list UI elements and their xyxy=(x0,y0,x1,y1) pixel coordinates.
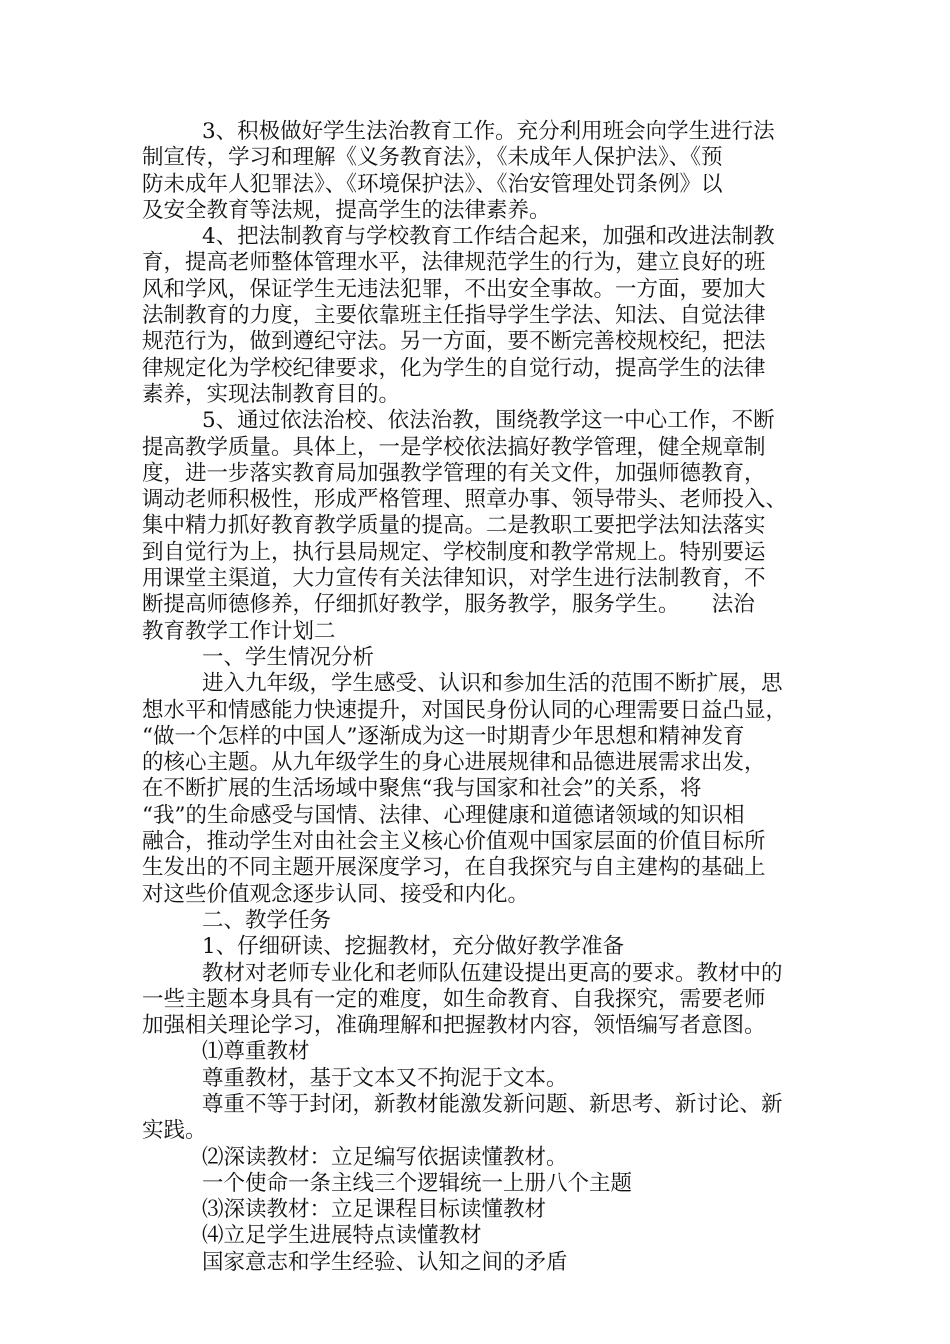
text-line: ⑵深读教材：立足编写依据读懂教材。 xyxy=(202,1144,568,1170)
text-line: 制宣传，学习和理解《义务教育法》，《未成年人保护法》、《预 xyxy=(142,145,723,171)
text-line: 育，提高老师整体管理水平，法律规范学生的行为，建立良好的班 xyxy=(142,250,766,276)
text-line: 调动老师积极性，形成严格管理、照章办事、领导带头、老师投入、 xyxy=(142,487,788,513)
text-line: 想水平和情感能力快速提升，对国民身份认同的心理需要日益凸显， xyxy=(142,697,788,723)
text-line: 国家意志和学生经验、认知之间的矛盾 xyxy=(202,1249,568,1275)
text-line: 二、教学任务 xyxy=(202,907,332,933)
text-line: 一、学生情况分析 xyxy=(202,644,375,670)
text-line: 对这些价值观念逐步认同、接受和内化。 xyxy=(142,881,530,907)
text-line: 到自觉行为上，执行县局规定、学校制度和教学常规上。特别要运 xyxy=(142,539,766,565)
text-line: 规范行为，做到遵纪守法。另一方面，要不断完善校规校纪，把法 xyxy=(142,329,766,355)
text-line: 4、把法制教育与学校教育工作结合起来，加强和改进法制教 xyxy=(202,224,775,250)
text-line: 实践。 xyxy=(142,1118,207,1144)
text-line: 3、积极做好学生法治教育工作。充分利用班会向学生进行法 xyxy=(202,119,775,144)
text-line: 教育教学工作计划二 xyxy=(142,618,336,644)
text-line: 尊重不等于封闭，新教材能激发新问题、新思考、新讨论、新 xyxy=(202,1091,783,1117)
text-line: 尊重教材，基于文本又不拘泥于文本。 xyxy=(202,1065,568,1091)
text-line: 教材对老师专业化和老师队伍建设提出更高的要求。教材中的 xyxy=(202,960,783,986)
text-line: ⑷立足学生进展特点读懂教材 xyxy=(202,1223,482,1249)
text-line: “做一个怎样的中国人”逐渐成为这一时期青少年思想和精神发育 xyxy=(142,723,745,749)
text-line: 5、通过依法治校、依法治教，围绕教学这一中心工作，不断 xyxy=(202,408,775,434)
text-line: 1、仔细研读、挖掘教材，充分做好教学准备 xyxy=(202,934,625,960)
text-line: 加强相关理论学习，准确理解和把握教材内容，领悟编写者意图。 xyxy=(142,1013,766,1039)
text-line: ⑴尊重教材 xyxy=(202,1039,310,1065)
document-body xyxy=(142,119,832,1276)
text-line: 融合，推动学生对由社会主义核心价值观中国家层面的价值目标所 xyxy=(142,829,766,855)
text-line: 在不断扩展的生活场域中聚焦“我与国家和社会”的关系，将 xyxy=(142,776,702,802)
text-line: 度，进一步落实教育局加强教学管理的有关文件，加强师德教育， xyxy=(142,460,766,486)
text-line: 防未成年人犯罪法》、《环境保护法》、《治安管理处罚条例》以 xyxy=(142,171,723,197)
text-line: 集中精力抓好教育教学质量的提高。二是教职工要把学法知法落实 xyxy=(142,513,766,539)
text-line: 律规定化为学校纪律要求，化为学生的自觉行动，提高学生的法律 xyxy=(142,355,766,381)
text-line: 法制教育的力度，主要依靠班主任指导学生学法、知法、自觉法律 xyxy=(142,303,766,329)
text-line: 进入九年级，学生感受、认识和参加生活的范围不断扩展，思 xyxy=(202,671,783,697)
text-line: 风和学风，保证学生无违法犯罪，不出安全事故。一方面，要加大 xyxy=(142,276,766,302)
text-line: 断提高师德修养，仔细抓好教学，服务教学，服务学生。 法治 xyxy=(142,592,755,618)
text-line: 提高教学质量。具体上，一是学校依法搞好教学管理，健全规章制 xyxy=(142,434,766,460)
text-line: 生发出的不同主题开展深度学习，在自我探究与自主建构的基础上 xyxy=(142,855,766,881)
text-line: 用课堂主渠道，大力宣传有关法律知识，对学生进行法制教育，不 xyxy=(142,566,766,592)
text-line: 素养，实现法制教育目的。 xyxy=(142,381,401,407)
text-line: 一个使命一条主线三个逻辑统一上册八个主题 xyxy=(202,1170,633,1196)
text-line: 的核心主题。从九年级学生的身心进展规律和品德进展需求出发， xyxy=(142,750,766,776)
text-line: ⑶深读教材：立足课程目标读懂教材 xyxy=(202,1197,547,1223)
text-line: 一些主题本身具有一定的难度，如生命教育、自我探究，需要老师 xyxy=(142,986,766,1012)
text-line: 及安全教育等法规，提高学生的法律素养。 xyxy=(142,197,551,223)
text-line: “我”的生命感受与国情、法律、心理健康和道德诸领域的知识相 xyxy=(142,802,745,828)
